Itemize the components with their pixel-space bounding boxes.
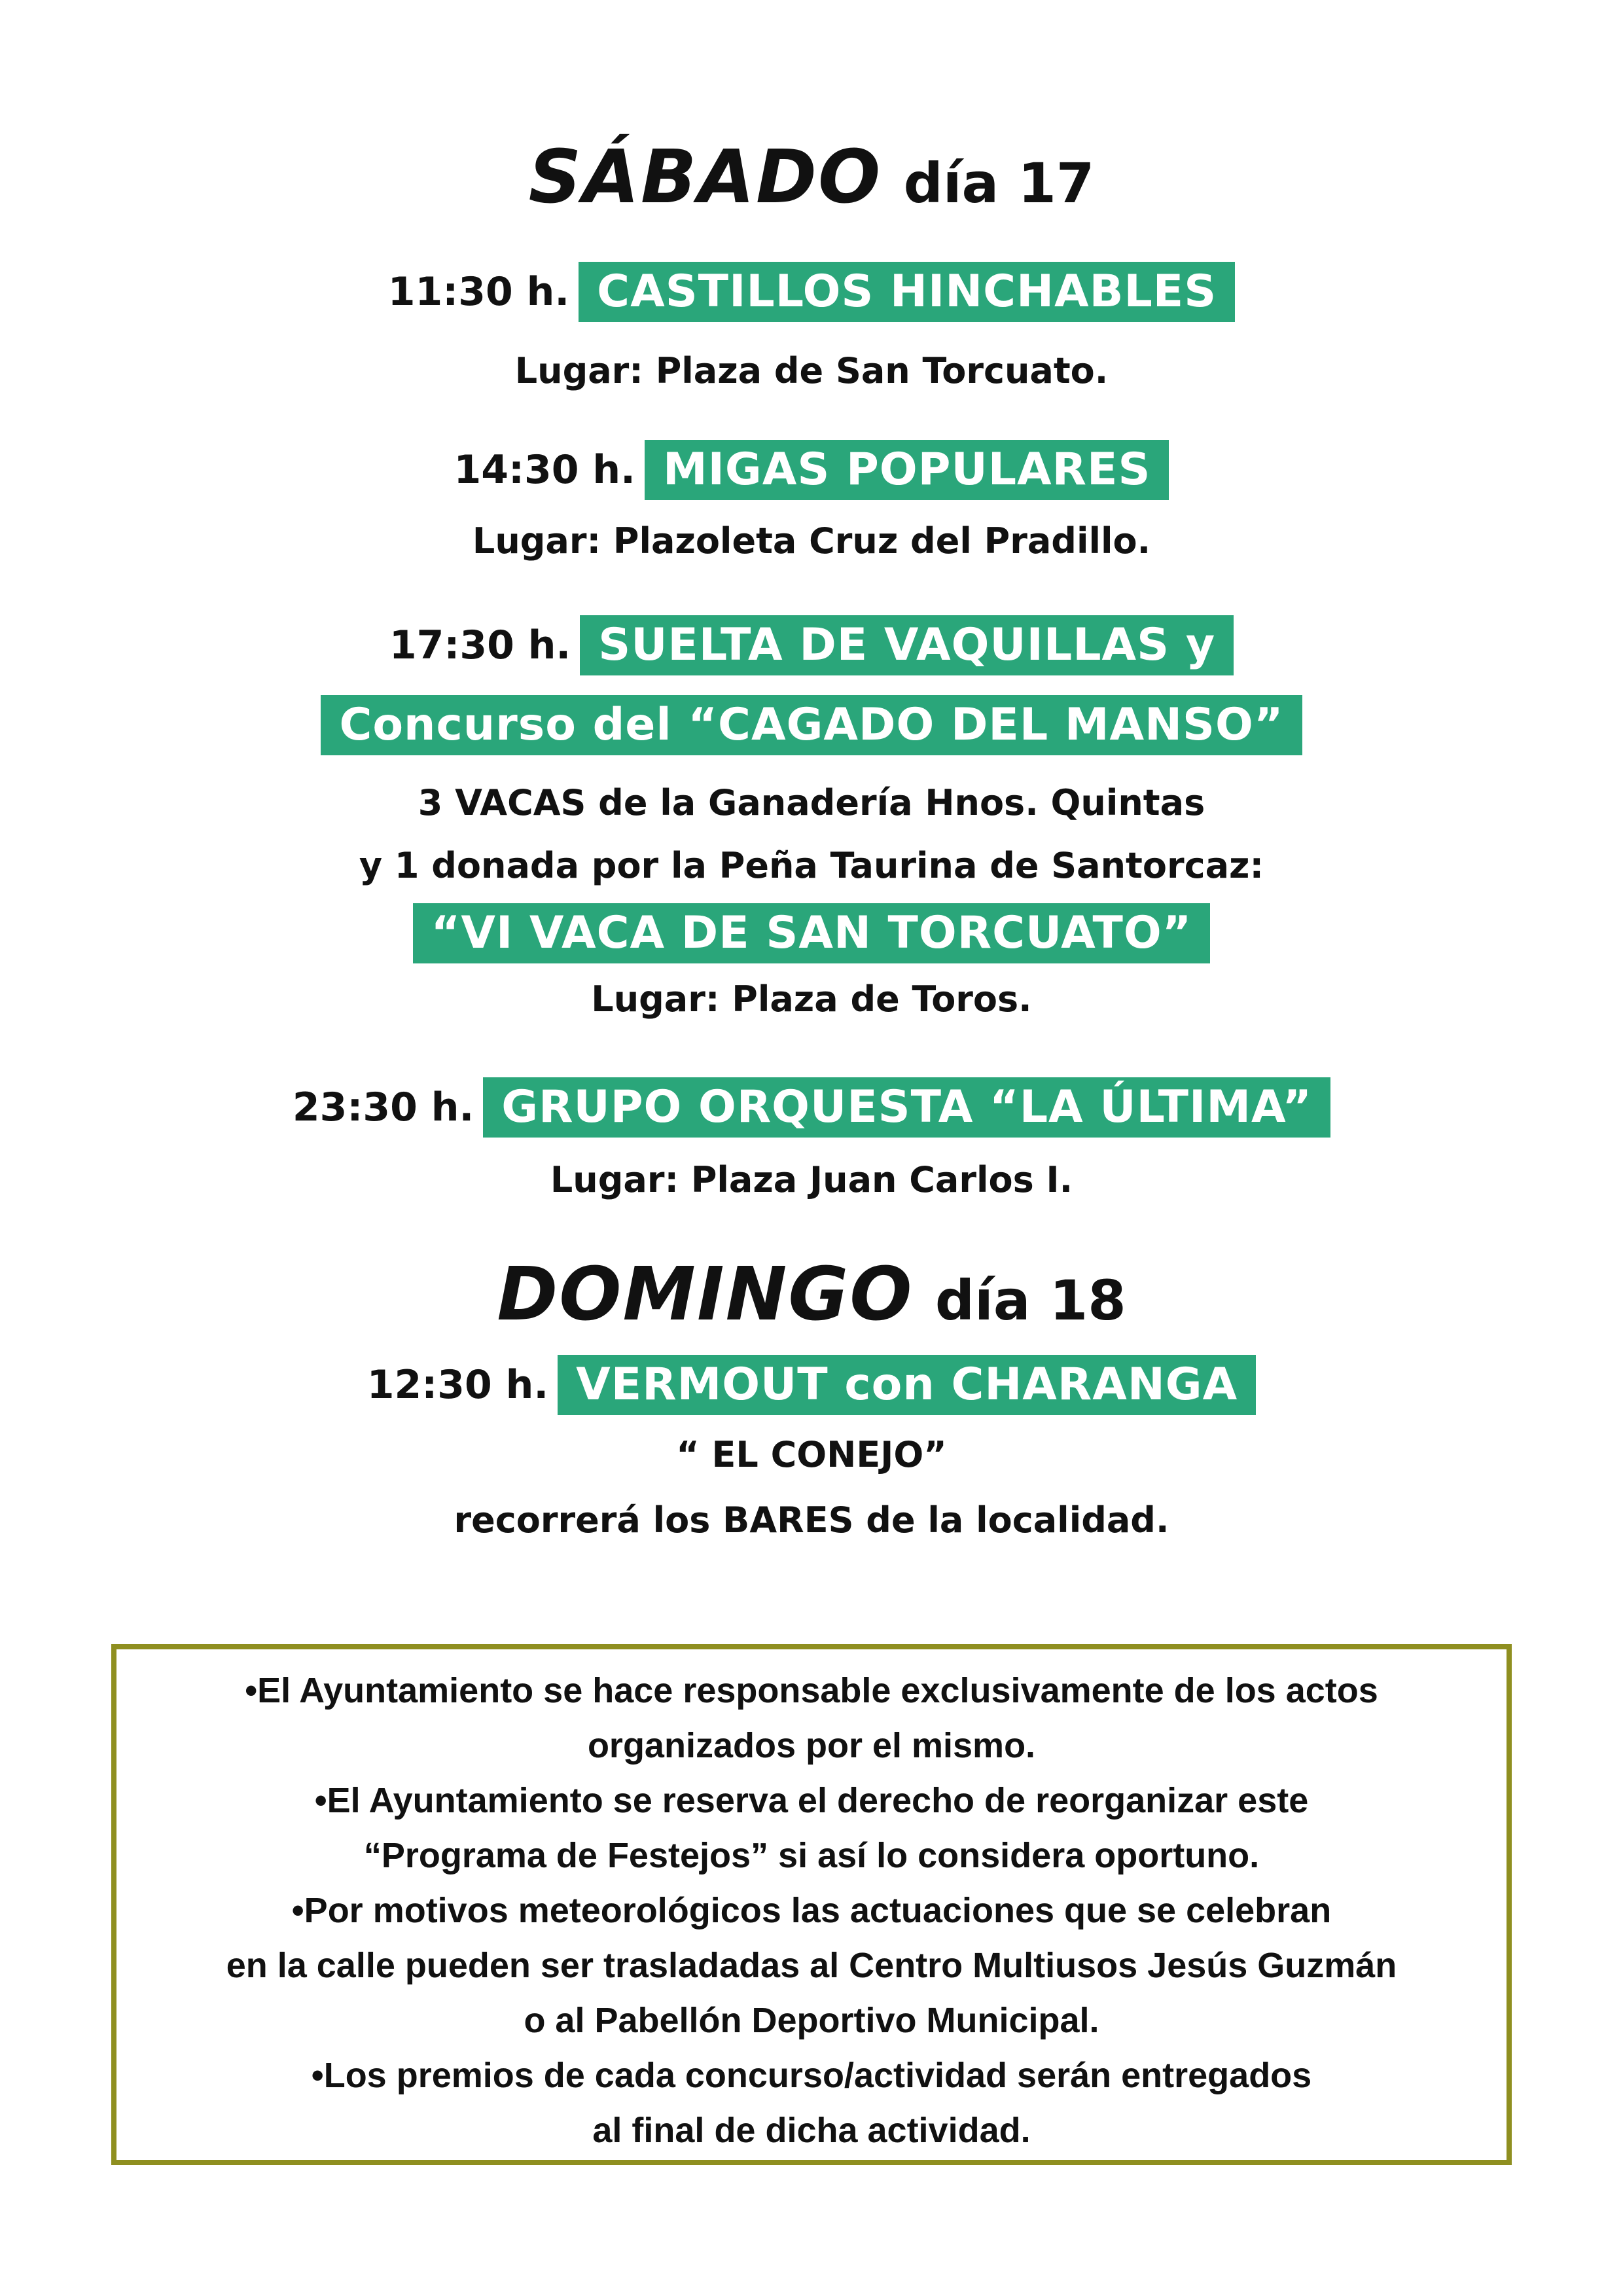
event-place: Lugar: Plazoleta Cruz del Pradillo. [472, 520, 1151, 562]
note-line: organizados por el mismo. [587, 1726, 1036, 1765]
sunday-day-name: DOMINGO [497, 1252, 914, 1337]
saturday-day-name: SÁBADO [528, 135, 882, 220]
event-highlight: “VI VACA DE SAN TORCUATO” [413, 903, 1211, 963]
event-time: 14:30 h. [454, 447, 635, 493]
note-line: •El Ayuntamiento se hace responsable exclusivamente de los actos [245, 1671, 1378, 1710]
event-title: CASTILLOS HINCHABLES [579, 262, 1235, 322]
note-line: “Programa de Festejos” si así lo considera oportuno. [363, 1836, 1260, 1875]
event-detail: 3 VACAS de la Ganadería Hnos. Quintas [418, 782, 1205, 823]
event-time: 17:30 h. [389, 622, 571, 668]
event-place: Lugar: Plaza Juan Carlos I. [550, 1159, 1073, 1200]
event-detail: y 1 donada por la Peña Taurina de Santorcaz: [359, 845, 1264, 886]
note-line: •El Ayuntamiento se reserva el derecho de reorganizar este [314, 1781, 1309, 1820]
event-vaquillas [0, 615, 1623, 675]
event-vermout [0, 1355, 1623, 1415]
event-castillos [0, 262, 1623, 322]
event-time: 11:30 h. [387, 269, 570, 315]
saturday-date: día 17 [903, 151, 1095, 215]
event-title-continued: Concurso del “CAGADO DEL MANSO” [321, 695, 1302, 755]
event-orquesta [0, 1077, 1623, 1138]
notes-box [111, 1644, 1512, 2165]
sunday-heading [0, 1252, 1623, 1337]
note-line: •Los premios de cada concurso/actividad serán entregados [311, 2056, 1312, 2095]
event-time: 12:30 h. [366, 1362, 549, 1408]
note-line: en la calle pueden ser trasladadas al Centro Multiusos Jesús Guzmán [226, 1946, 1397, 1985]
note-line: •Por motivos meteorológicos las actuaciones que se celebran [291, 1891, 1332, 1930]
event-title: VERMOUT con CHARANGA [558, 1355, 1256, 1415]
event-title: GRUPO ORQUESTA “LA ÚLTIMA” [483, 1077, 1330, 1138]
event-time: 23:30 h. [292, 1085, 474, 1130]
event-title: SUELTA DE VAQUILLAS y [580, 615, 1234, 675]
note-line: o al Pabellón Deportivo Municipal. [524, 2001, 1099, 2040]
sunday-date: día 18 [935, 1268, 1126, 1333]
event-detail: recorrerá los BARES de la localidad. [454, 1499, 1169, 1541]
event-place: Lugar: Plaza de San Torcuato. [514, 350, 1109, 391]
saturday-heading [0, 135, 1623, 220]
note-line: al final de dicha actividad. [592, 2111, 1031, 2150]
event-migas [0, 440, 1623, 500]
event-title: MIGAS POPULARES [645, 440, 1169, 500]
event-place: Lugar: Plaza de Toros. [591, 978, 1032, 1020]
event-concurso [0, 695, 1623, 755]
event-band: “ EL CONEJO” [676, 1434, 947, 1475]
event-vi-vaca [0, 903, 1623, 963]
